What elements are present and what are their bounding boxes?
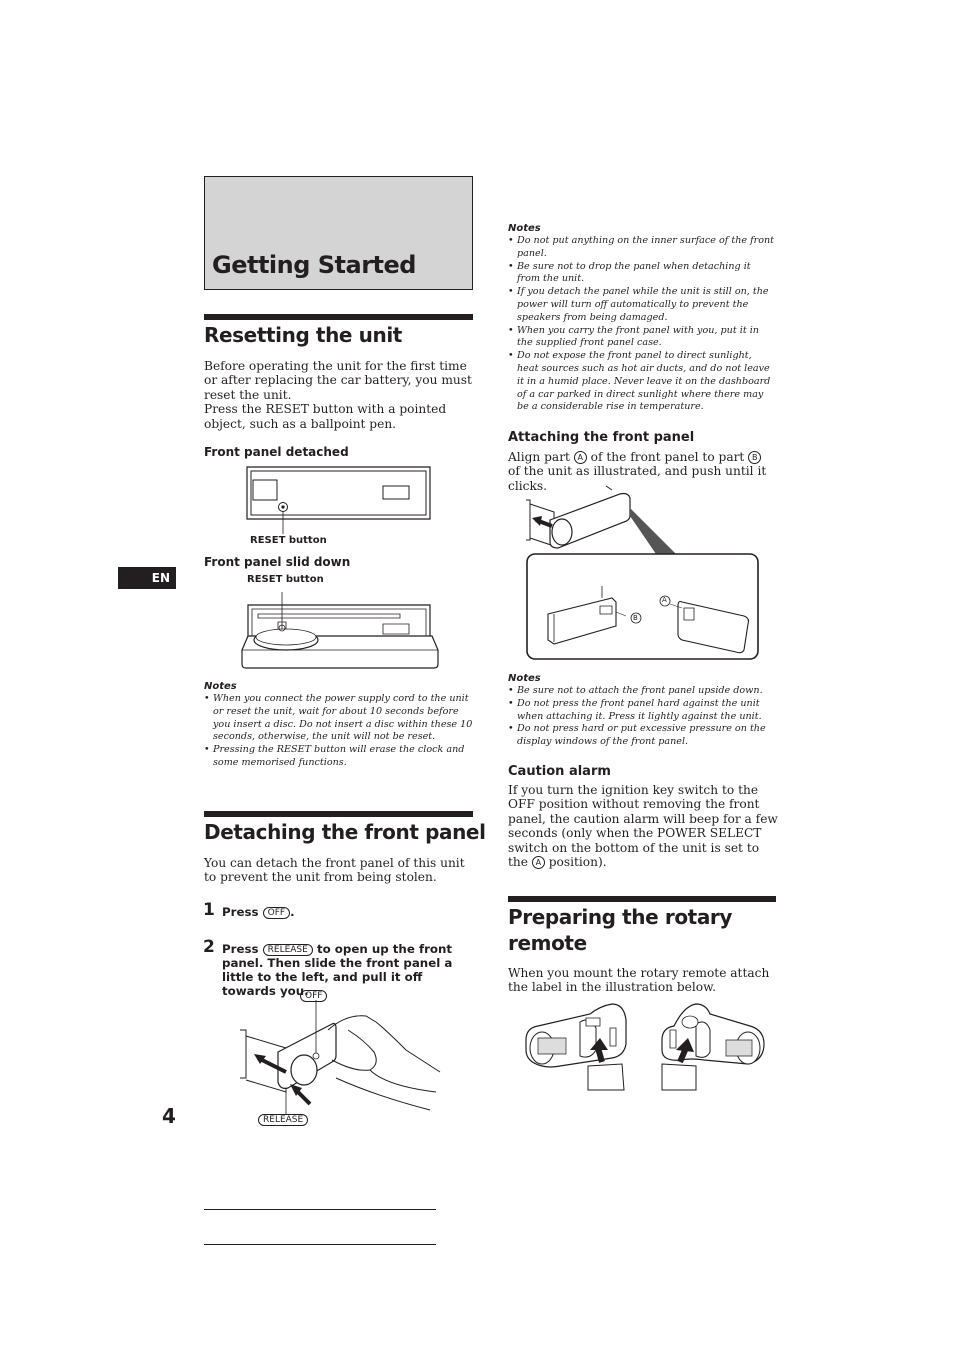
- panel-note-item: • Be sure not to drop the panel when detaching it from the unit.: [508, 261, 776, 287]
- fig-part-b-mark: B: [633, 614, 638, 622]
- chapter-banner: [204, 176, 473, 290]
- panel-note-item: • Do not put anything on the inner surface of the front panel.: [508, 235, 776, 261]
- part-a-mark: A: [574, 451, 587, 464]
- fig1-reset-label: RESET button: [250, 535, 327, 546]
- reset-body: [204, 359, 472, 431]
- reset-note-item: • When you connect the power supply cord to the unit or reset the unit, wait for about 10 seconds before you insert a disc. Do not insert a disc within these 10 seconds, otherwise, the unit will not be reset.: [204, 693, 473, 744]
- attach-notes-title: Notes: [508, 673, 541, 684]
- front-panel-slid-down-illustration: [238, 588, 440, 672]
- front-panel-detached-illustration: [246, 466, 432, 522]
- fig-release-key-label: RELEASE: [258, 1114, 308, 1126]
- panel-note-item: • Do not expose the front panel to direct sunlight, heat sources such as hot air ducts, and do not leave it in a humid place. Never leave it on the dashboard of a car parked in direct sunlight where there may be a considerable rise in temperature.: [508, 350, 776, 414]
- reset-note-item: • Pressing the RESET button will erase the clock and some memorised functions.: [204, 744, 473, 770]
- rotary-heading: Preparing the rotary remote: [508, 905, 733, 955]
- caution-text-2: position).: [548, 855, 607, 870]
- rotary-para: When you mount the rotary remote attach the label in the illustration below.: [508, 966, 770, 995]
- detach-heading: Detaching the front panel: [204, 820, 486, 844]
- caution-heading: Caution alarm: [508, 764, 611, 779]
- caution-text-1: If you turn the ignition key switch to the OFF position without removing the front panel, the caution alarm will beep for a few seconds (only when the POWER SELECT switch on the bottom of the unit is set to the: [508, 783, 778, 870]
- attach-note-item: • Do not press the front panel hard against the unit when attaching it. Press it lightly against the unit.: [508, 698, 776, 724]
- section-rule: [204, 811, 473, 817]
- attach-text-b: of the front panel to part: [590, 450, 745, 464]
- caution-para: [508, 783, 778, 869]
- reset-para-2: Press the RESET button with a pointed object, such as a ballpoint pen.: [204, 402, 447, 431]
- fig-part-a-mark: A: [662, 596, 667, 604]
- position-a-mark: A: [532, 856, 545, 869]
- attach-note-item: • Be sure not to attach the front panel upside down.: [508, 685, 776, 698]
- attach-text-a: Align part: [508, 450, 570, 464]
- attach-notes: [508, 673, 776, 749]
- footer-rule-2: [204, 1244, 436, 1245]
- off-key: OFF: [263, 907, 290, 919]
- reset-notes: [204, 681, 473, 770]
- attach-text-c: of the unit as illustrated, and push until it clicks.: [508, 464, 767, 493]
- step-2-instructions: to open up the front panel. Then slide the front panel a little to the left, and pull it off towards you.: [222, 942, 453, 998]
- section-rule: [508, 896, 776, 902]
- panel-note-item: • If you detach the panel while the unit is still on, the power will turn off automatically to prevent the speakers from being damaged.: [508, 286, 776, 324]
- panel-note-item: • When you carry the front panel with you, put it in the supplied front panel case.: [508, 325, 776, 351]
- step-2-number: 2: [203, 937, 215, 957]
- fig2-caption: Front panel slid down: [204, 555, 351, 569]
- step-2-text: [222, 942, 470, 998]
- reset-heading: Resetting the unit: [204, 323, 402, 347]
- language-tab: EN: [118, 567, 176, 589]
- attach-heading: Attaching the front panel: [508, 430, 695, 445]
- step-2-press: Press: [222, 942, 259, 956]
- fig-off-key-label: OFF: [300, 990, 327, 1002]
- section-rule: [204, 314, 473, 320]
- step-1-text: [222, 905, 295, 919]
- panel-notes-title: Notes: [508, 223, 541, 234]
- reset-notes-title: Notes: [204, 681, 237, 692]
- rotary-remote-illustration: [520, 1000, 768, 1094]
- page-number: 4: [162, 1104, 176, 1128]
- part-b-mark: B: [748, 451, 761, 464]
- release-key: RELEASE: [263, 944, 313, 956]
- reset-para-1: Before operating the unit for the first time or after replacing the car battery, you must reset the unit.: [204, 359, 472, 402]
- fig1-caption: Front panel detached: [204, 445, 349, 459]
- step-1-number: 1: [203, 900, 215, 920]
- attach-panel-illustration: [520, 486, 764, 664]
- panel-notes: [508, 223, 776, 414]
- detach-panel-illustration: [236, 1000, 442, 1112]
- step-1-end: .: [290, 905, 295, 919]
- detach-para: You can detach the front panel of this unit to prevent the unit from being stolen.: [204, 856, 465, 885]
- fig2-reset-label: RESET button: [247, 574, 324, 585]
- attach-note-item: • Do not press hard or put excessive pressure on the display windows of the front panel.: [508, 723, 776, 749]
- step-1-press: Press: [222, 905, 259, 919]
- chapter-title: Getting Started: [212, 251, 416, 279]
- footer-rule-1: [204, 1209, 436, 1210]
